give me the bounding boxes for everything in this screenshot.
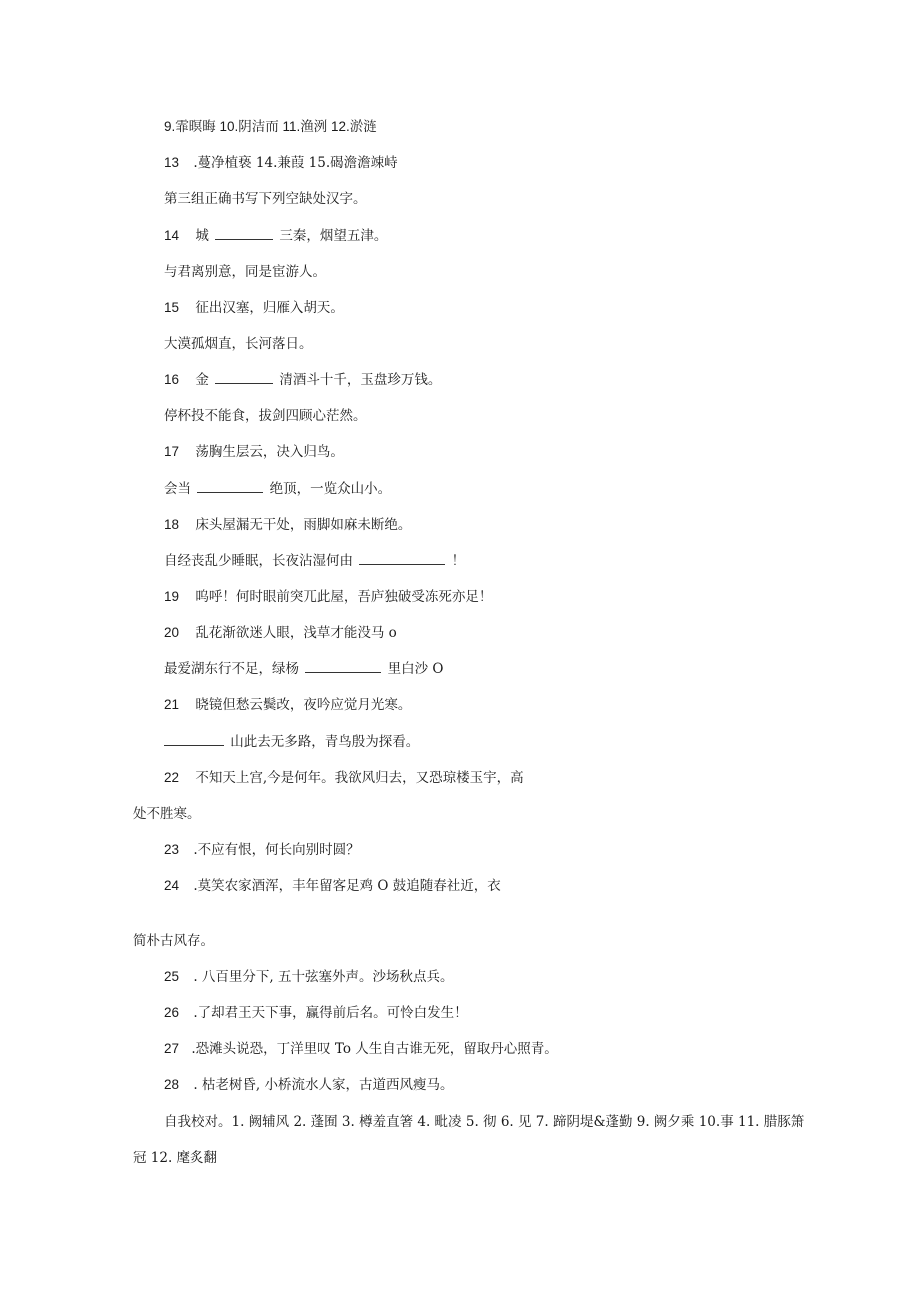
line-text: . 八百里分下, 五十弦塞外声。沙场秋点兵。 xyxy=(193,969,454,985)
fill-in-blank[interactable] xyxy=(305,660,381,673)
line-text: 第三组正确书写下列空缺处汉字。 xyxy=(164,191,367,207)
item-number: 22 xyxy=(164,770,180,785)
question-24 xyxy=(164,877,501,895)
item-number: 15 xyxy=(164,300,180,315)
item-number: 21 xyxy=(164,697,180,712)
line-text: 呜呼！何时眼前突兀此屋，吾庐独破受冻死亦足！ xyxy=(195,589,493,605)
line-text: .不应有恨，何长向别时圆？ xyxy=(193,842,360,858)
line-text-after-blank: 三秦，烟望五津。 xyxy=(279,228,388,244)
poem-line xyxy=(164,263,326,281)
item-number: 13 xyxy=(164,155,180,170)
line-text: 简朴古风存。 xyxy=(133,933,214,949)
line-text: 冠 12. 麾炙翻 xyxy=(133,1150,218,1166)
question-14 xyxy=(164,227,387,245)
question-19 xyxy=(164,588,492,606)
poem-line-with-blank xyxy=(164,552,465,570)
question-21 xyxy=(164,696,411,714)
answer-line-13-15 xyxy=(164,154,398,172)
item-number: 18 xyxy=(164,517,180,532)
line-text: .蔓净植亵 14.兼葭 15.碣澹澹竦峙 xyxy=(193,155,398,171)
answer-line-9-12 xyxy=(164,118,377,136)
line-text: .了却君王天下事，赢得前后名。可怜白发生！ xyxy=(193,1005,468,1021)
question-25 xyxy=(164,968,454,986)
line-text: 征出汉塞，归雁入胡天。 xyxy=(195,300,344,316)
question-23 xyxy=(164,841,360,859)
line-text: 荡胸生层云，决入归鸟。 xyxy=(195,444,344,460)
self-check-answers xyxy=(164,1113,804,1131)
line-text: 床头屋漏无干处，雨脚如麻未断绝。 xyxy=(195,517,412,533)
line-text: 与君离别意，同是宦游人。 xyxy=(164,264,326,280)
line-text: .恐滩头说恐，丁洋里叹 To 人生自古谁无死，留取丹心照青。 xyxy=(191,1041,558,1057)
poem-line-with-blank xyxy=(164,480,391,498)
item-number: 19 xyxy=(164,589,180,604)
section-heading xyxy=(164,190,367,208)
question-18 xyxy=(164,516,411,534)
item-number: 25 xyxy=(164,969,180,984)
poem-line xyxy=(164,335,313,353)
question-20 xyxy=(164,624,397,642)
line-text: 不知天上宫,今是何年。我欲风归去，又恐琼楼玉宇，高 xyxy=(195,770,524,786)
line-text: 自我校对。1. 阙辅风 2. 蓬囿 3. 樽羞直箸 4. 毗凌 5. 彻 6. 见 7. 蹄阴堤&蓬勤 9. 阙夕乘 10.事 11. 腊豚箫 xyxy=(164,1114,805,1130)
line-text: 停杯投不能食，拔剑四顾心茫然。 xyxy=(164,408,367,424)
question-28 xyxy=(164,1076,454,1094)
item-number: 16 xyxy=(164,372,180,387)
question-15 xyxy=(164,299,344,317)
item-number: 14 xyxy=(164,228,180,243)
wrapped-line xyxy=(133,932,214,950)
line-text: 9.霏暝晦 10.阴洁而 11.渔洌 12.淤涟 xyxy=(164,119,377,134)
line-text-before-blank: 城 xyxy=(195,228,209,244)
line-text: 处不胜寒。 xyxy=(133,806,201,822)
line-text-after-blank: 山此去无多路，青鸟殷为探看。 xyxy=(230,734,420,750)
line-text-after-blank: ！ xyxy=(451,553,466,569)
fill-in-blank[interactable] xyxy=(215,371,273,384)
item-number: 27 xyxy=(164,1041,180,1056)
poem-line xyxy=(164,407,367,425)
question-27 xyxy=(164,1040,558,1058)
line-text-before-blank: 最爱湖东行不足，绿杨 xyxy=(164,661,299,677)
line-text: 大漠孤烟直，长河落日。 xyxy=(164,336,313,352)
line-text-after-blank: 清酒斗十千，玉盘珍万钱。 xyxy=(279,372,442,388)
poem-line-with-blank xyxy=(164,660,443,678)
item-number: 28 xyxy=(164,1077,180,1092)
line-text: 晓镜但愁云鬓改，夜吟应觉月光寒。 xyxy=(195,697,412,713)
fill-in-blank[interactable] xyxy=(164,733,224,746)
wrapped-line xyxy=(133,805,201,823)
line-text-before-blank: 自经丧乱少睡眠，长夜沾湿何由 xyxy=(164,553,353,569)
fill-in-blank[interactable] xyxy=(215,227,273,240)
item-number: 24 xyxy=(164,878,180,893)
item-number: 20 xyxy=(164,625,180,640)
line-text-after-blank: 里白沙 O xyxy=(387,661,444,677)
fill-in-blank[interactable] xyxy=(197,480,263,493)
poem-line-with-blank xyxy=(164,733,419,751)
question-22 xyxy=(164,769,524,787)
line-text-before-blank: 金 xyxy=(195,372,209,388)
question-16 xyxy=(164,371,441,389)
question-17 xyxy=(164,443,344,461)
line-text: 乱花渐欲迷人眼，浅草才能没马 o xyxy=(195,625,397,641)
line-text: . 枯老树昏, 小桥流水人家，古道西风瘦马。 xyxy=(193,1077,454,1093)
line-text: .莫笑农家酒浑，丰年留客足鸡 O 鼓追随春社近，衣 xyxy=(193,878,501,894)
item-number: 23 xyxy=(164,842,180,857)
wrapped-line xyxy=(133,1149,217,1167)
line-text-after-blank: 绝顶，一览众山小。 xyxy=(269,481,392,497)
line-text-before-blank: 会当 xyxy=(164,481,191,497)
item-number: 26 xyxy=(164,1005,180,1020)
item-number: 17 xyxy=(164,444,180,459)
fill-in-blank[interactable] xyxy=(359,552,445,565)
question-26 xyxy=(164,1004,468,1022)
